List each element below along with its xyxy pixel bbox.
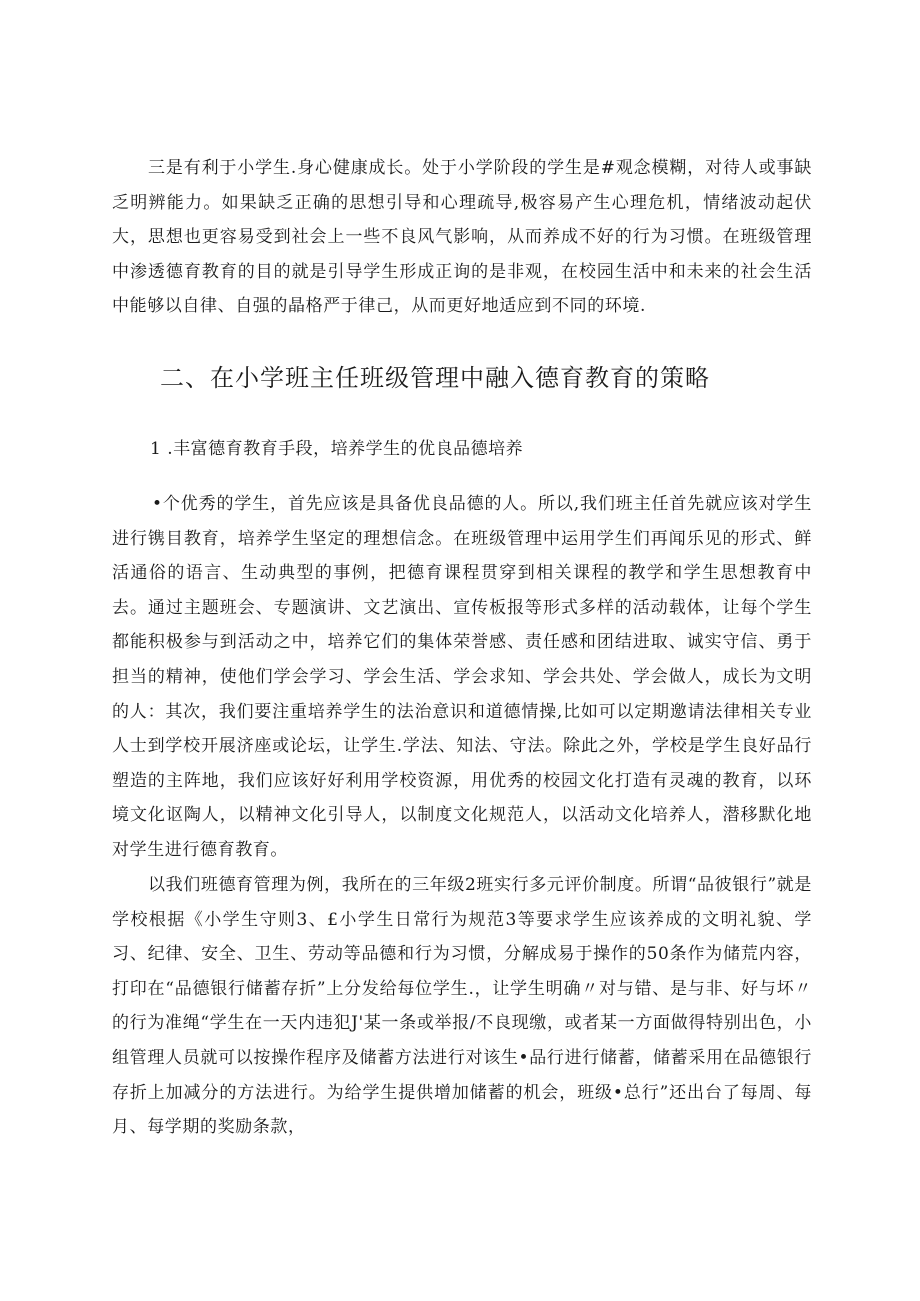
paragraph-moral-education-methods: •个优秀的学生，首先应该是具备优良品德的人。所以,我们班主任首先就应该对学生进行镌目教育，培养学生坚定的理想信念。在班级管理中运用学生们再闻乐见的形式、鲜活通俗的语言、生动典型的事例，把德育课程贯穿到相关课程的教学和学生思想教育中去。通过主题班会、专题演讲、文艺演出、宣传板报等形式多样的活动载体，让每个学生都能积极参与到活动之中，培养它们的集体荣誉感、责任感和团结进取、诚实守信、勇于担当的精神，使他们学会学习、学会生活、学会求知、学会共处、学会做人，成长为文明的人：其次，我们要注重培养学生的法治意识和道德情操,比如可以定期邀请法律相关专业人士到学校开展济座或论坛，让学生.学法、知法、守法。除此之外，学校是学生良好品行塑造的主阵地，我们应该好好利用学校资源，用优秀的校园文化打造有灵魂的教育，以环境文化讴陶人，以精神文化引导人，以制度文化规范人，以活动文化培养人，潜移默化地对学生进行德育教育。 (112, 494, 812, 860)
paragraph-class-example: 以我们班德育管理为例，我所在的三年级2班实行多元评价制度。所谓“品彼银行”就是学校根据《小学生守则3、£小学生日常行为规范3等要求学生应该养成的文明礼貌、学习、纪律、安全、卫生、劳动等品德和行为习惯，分解成易于操作的50条作为储荒内容，打印在“品德银行储蓄存折”上分发给每位学生.，让学生明确〃对与错、是与非、好与坏〃的行为准绳“学生在一天内违犯J'某一条或举报/不良现缴，或者某一方面做得特别出色，小组管理人员就可以按操作程序及储蓄方法进行对该生•品行进行储蓄，储蓄采用在品德银行存折上加减分的方法进行。为给学生提供增加储蓄的机会，班级•总行”还出台了每周、每月、每学期的奖励条款， (112, 875, 812, 1138)
paragraph-mental-health: 三是有利于小学生.身心健康成长。处于小学阶段的学生是#观念模糊，对待人或事缺乏明辨能力。如果缺乏正确的思想引导和心理疏导,极容易产生心理危机，情绪波动起伏大，思想也更容易受到社会上一些不良风气影响，从而养成不好的行为习惯。在班级管理中渗透德育教育的目的就是引导学生形成正询的是非观，在校园生活中和未来的社会生活中能够以自律、自强的晶格严于律己，从而更好地适应到不同的环境. (112, 158, 812, 317)
subsection-heading: 1 .丰富德育教育手段，培养学生的优良品德培养 (150, 439, 524, 459)
section-heading: 二、在小学班主任班级管理中融入德育教育的策略 (160, 364, 710, 392)
